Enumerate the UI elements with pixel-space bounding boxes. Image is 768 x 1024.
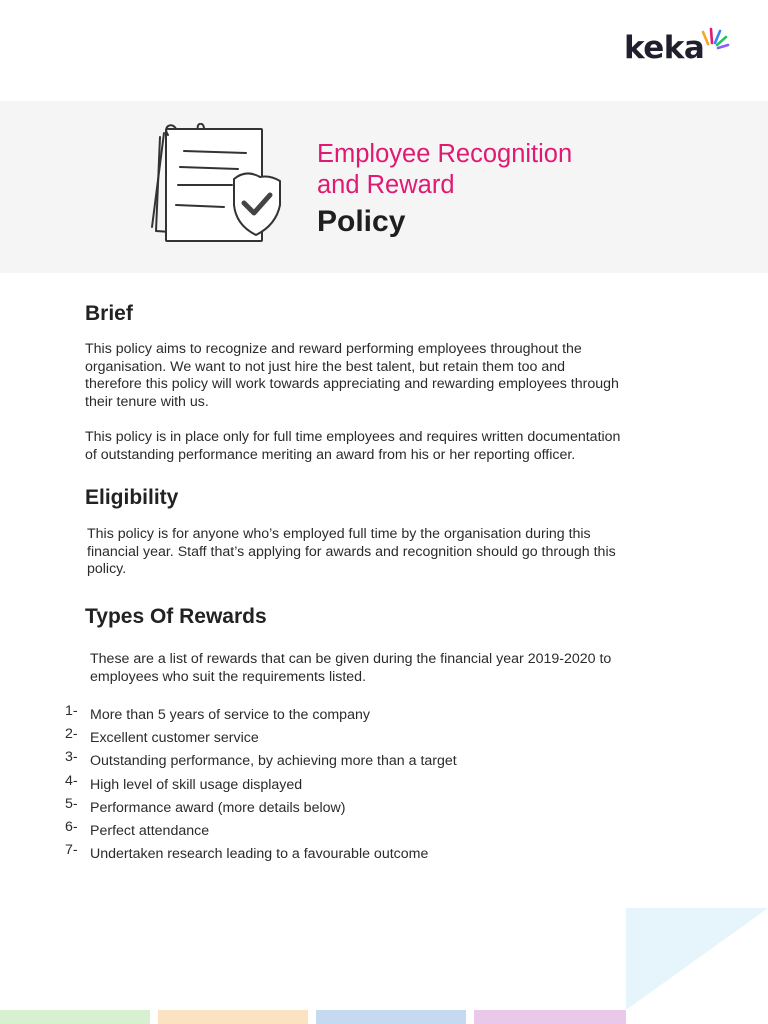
keka-logo [624,26,734,68]
list-text: High level of skill usage displayed [90,776,303,793]
section-heading-brief: Brief [85,302,133,325]
list-number: 2- [65,726,78,743]
section-heading-rewards: Types Of Rewards [85,605,267,628]
hero-title-line: Employee Recognition [317,140,573,168]
hero-banner [0,101,768,273]
logo-ray [711,29,712,43]
text-line: This policy is in place only for full time employees and requires written documentation [85,429,621,445]
list-number: 3- [65,749,78,766]
logo-rays-icon [700,26,730,52]
text-line: organisation. We want to not just hire the best talent, but retain them too and [85,358,566,375]
list-number: 7- [65,842,78,859]
text-line: of outstanding performance meriting an award from his or her reporting officer. [85,446,576,463]
list-number: 1- [65,703,78,719]
footer-bar-blue [316,1010,466,1024]
hero-title [317,139,572,201]
text-line: financial year. Staff that’s applying for awards and recognition should go through this [87,543,616,560]
section-heading-eligibility: Eligibility [85,486,179,509]
footer-bar-orange [158,1010,308,1024]
text-line: This policy aims to recognize and reward performing employees throughout the [85,341,582,357]
text-line: This policy is for anyone who’s employed full time by the organisation during this [87,526,591,542]
list-text: Outstanding performance, by achieving more than a target [90,753,457,770]
eligibility-paragraph [87,526,727,579]
text-line: policy. [87,561,127,577]
list-text: Undertaken research leading to a favourable outcome [90,846,429,863]
text-line: therefore this policy will work towards appreciating and rewarding employees through [85,376,619,392]
list-number: 5- [65,795,78,812]
text-line: employees who suit the requirements listed. [90,668,367,685]
logo-ray [703,32,708,44]
rewards-intro [90,651,730,686]
list-text: Performance award (more details below) [90,799,346,816]
brief-paragraph-1 [85,341,725,411]
logo-ray [718,45,728,48]
footer-bar-green [0,1010,150,1024]
logo-ray [715,31,720,43]
logo-text: keka [624,30,705,66]
list-text: More than 5 years of service to the company [90,707,370,723]
brief-paragraph-2 [85,429,725,464]
corner-decoration [626,908,768,1010]
list-text: Excellent customer service [90,730,259,747]
footer-bar-purple [474,1010,626,1024]
hero-title-line: and Reward [317,171,455,199]
text-line: These are a list of rewards that can be given during the financial year 2019-2020 to [90,651,612,667]
hero-subtitle: Policy [317,205,406,238]
list-number: 6- [65,818,78,835]
list-number: 4- [65,772,78,789]
document-shield-check-icon [146,123,286,253]
text-line: their tenure with us. [85,393,209,410]
list-text: Perfect attendance [90,822,210,839]
